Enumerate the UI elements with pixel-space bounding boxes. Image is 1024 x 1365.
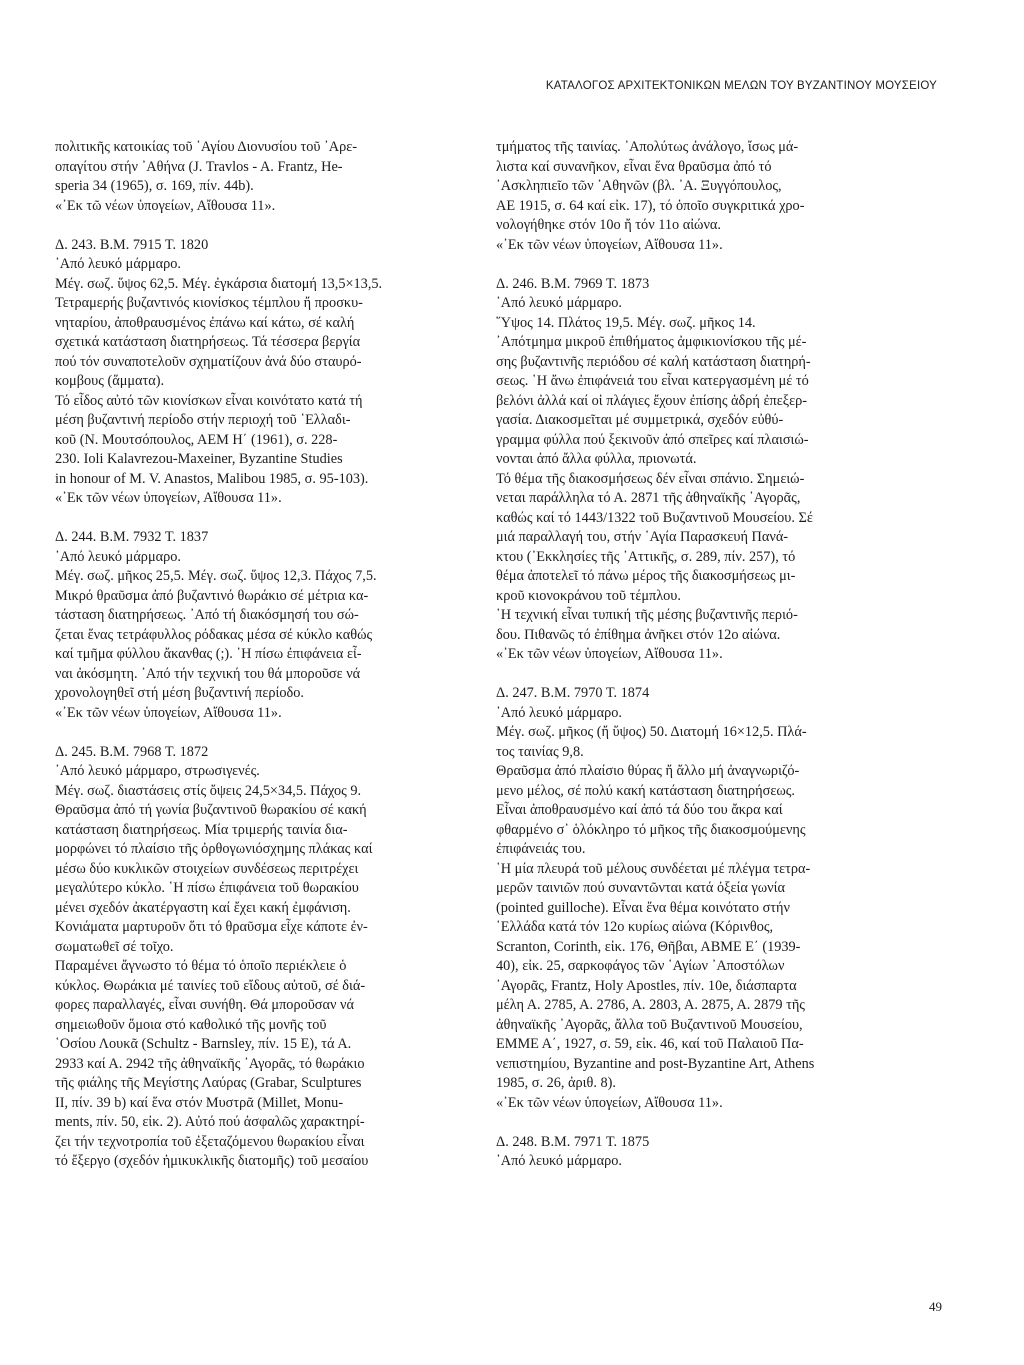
text-line: ἀθηναϊκῆς ᾿Αγορᾶς, ἄλλα τοῦ Βυζαντινοῦ Μουσείου, [496,1016,803,1033]
text-line: τμήματος τῆς ταινίας. ᾿Απολύτως ἀνάλογο, ἴσως μά- [496,139,799,155]
text-line: Scranton, Corinth, εἰκ. 176, Θῆβαι, ΑΒΜΕ Ε΄ (1939- [496,938,801,955]
text-line: Δ. 244. Β.Μ. 7932 Τ. 1837 [55,529,209,545]
text-line: κατάσταση διατηρήσεως. Μία τριμερής ταινία δια- [55,821,348,838]
text-line: Μέγ. σωζ. μῆκος 25,5. Μέγ. σωζ. ὕψος 12,3. Πάχος 7,5. [55,568,377,584]
text-line: «᾿Εκ τῶν νέων ὑπογείων, Αἴθουσα 11». [496,236,723,253]
text-line: μέσω δύο κυκλικῶν στοιχείων συνδέσεως περιτρέχει [55,860,359,877]
text-line: Τό θέμα τῆς διακοσμήσεως δέν εἶναι σπάνιο. Σημειώ- [496,470,805,487]
paragraph-gap [496,1113,928,1133]
text-line: 2933 καί Α. 2942 τῆς ἀθηναϊκῆς ᾿Αγορᾶς, τό θωράκιο [55,1055,365,1072]
text-line: σης βυζαντινῆς περιόδου σέ καλή κατάσταση διατηρή- [496,353,811,370]
text-line: γασία. Διακοσμεῖται μέ συμμετρικά, σχεδόν εὐθύ- [496,412,784,428]
text-line: speria 34 (1965), σ. 169, πίν. 44b). [55,178,254,194]
text-line: ᾿Από λευκό μάρμαρο. [496,295,622,311]
text-line: λιστα καί συνανῆκον, εἶναι ἕνα θραῦσμα ἀπό τό [496,158,772,175]
text-line: δου. Πιθανῶς τό ἐπίθημα ἀνῆκει στόν 12ο αἰώνα. [496,626,781,643]
text-line: καί τμῆμα φύλλου ἄκανθας (;). ῾Η πίσω ἐπιφάνεια εἶ- [55,646,362,662]
text-line: ῾Ελλάδα κατά τόν 12ο κυρίως αἰώνα (Κόρινθος, [496,919,774,935]
text-line: χρονολογηθεῖ στή μέση βυζαντινή περίοδο. [55,685,304,701]
text-line: μεγαλύτερο κύκλο. ῾Η πίσω ἐπιφάνεια τοῦ θωρακίου [55,880,359,896]
text-line: Κονιάματα μαρτυροῦν ὅτι τό θραῦσμα εἶχε κάποτε ἐν- [55,919,368,935]
text-line: μένει σχεδόν ἀκατέργαστη καί ἔχει κακή ἐμφάνιση. [55,899,351,916]
text-line: «᾿Εκ τῶν νέων ὑπογείων, Αἴθουσα 11». [55,704,282,721]
text-line: Δ. 246. Β.Μ. 7969 Τ. 1873 [496,275,650,292]
text-line: μέλη Α. 2785, Α. 2786, Α. 2803, Α. 2875, Α. 2879 τῆς [496,997,805,1013]
text-line: ῞Υψος 14. Πλάτος 19,5. Μέγ. σωζ. μῆκος 14. [496,314,756,331]
text-line: γραμμα φύλλα πού ξεκινοῦν ἀπό σπεῖρες καί πλαισιώ- [496,431,809,448]
text-line: θέμα ἀποτελεῖ τό πάνω μέρος τῆς διακοσμήσεως μι- [496,568,796,584]
text-line: σεως. ῾Η ἄνω ἐπιφάνειά του εἶναι κατεργασμένη μέ τό [496,373,809,389]
text-line: (pointed guilloche). Εἶναι ἕνα θέμα κοινότατο στήν [496,899,790,916]
paragraph-gap [496,665,928,685]
text-line: σωματωθεῖ σέ τοῖχο. [55,938,174,955]
text-line: Τό εἶδος αὐτό τῶν κιονίσκων εἶναι κοινότατο κατά τή [55,392,363,409]
text-line: Τετραμερής βυζαντινός κιονίσκος τέμπλου ἤ προσκυ- [55,295,363,311]
text-line: οπαγίτου στήν ᾿Αθήνα (J. Travlos - A. Frantz, He- [55,158,343,175]
text-line: Μέγ. σωζ. μῆκος (ἤ ὕψος) 50. Διατομή 16×12,5. Πλά- [496,724,807,740]
text-line: νολογήθηκε στόν 10ο ἤ τόν 11ο αἰώνα. [496,217,722,233]
text-line: in honour of M. V. Anastos, Malibou 1985, σ. 95-103). [55,470,369,487]
text-line: τῆς φιάλης τῆς Μεγίστης Λαύρας (Grabar, Sculptures [55,1075,362,1091]
text-line: σημειωθοῦν ὅμοια στό καθολικό τῆς μονῆς τοῦ [55,1016,327,1033]
paragraph-gap [55,723,487,743]
text-line: σχετικά κατάσταση διατηρήσεως. Τά τέσσερα βεργία [55,334,361,350]
text-line: τος ταινίας 9,8. [496,743,584,760]
text-line: μορφώνει τό πλαίσιο τῆς ὀρθογωνιόσχημης πλάκας καί [55,841,373,857]
text-line: ᾿Απότμημα μικροῦ ἐπιθήματος ἀμφικιονίσκου τῆς μέ- [496,334,807,350]
text-line: Δ. 245. Β.Μ. 7968 Τ. 1872 [55,743,209,760]
text-line: νεπιστημίου, Byzantine and post-Byzantine Art, Athens [496,1055,815,1072]
paragraph-gap [55,216,487,236]
text-line: κτου (᾿Εκκλησίες τῆς ᾿Αττικῆς, σ. 289, πίν. 257), τό [496,548,796,565]
text-line: Δ. 247. Β.Μ. 7970 Τ. 1874 [496,685,650,701]
text-line: βελόνι ἀλλά καί οἱ πλάγιες ἔχουν ἐπίσης ἁδρή ἐπεξερ- [496,392,807,409]
text-line: μιά παραλλαγή του, στήν ῾Αγία Παρασκευή Πανά- [496,529,789,545]
text-line: ἐπιφάνειάς του. [496,841,586,857]
text-line: ᾿Αγορᾶς, Frantz, Holy Apostles, πίν. 10e, διάσπαρτα [496,977,797,994]
text-line: 1985, σ. 26, ἀριθ. 8). [496,1075,616,1091]
text-line: νονται ἀπό ἄλλα φύλλα, πριονωτά. [496,451,697,467]
text-line: Εἶναι ἀποθραυσμένο καί ἀπό τά δύο του ἄκρα καί [496,802,783,818]
text-line: κοῦ (Ν. Μουτσόπουλος, ΑΕΜ Η΄ (1961), σ. 228- [55,431,338,448]
text-line: ᾿Από λευκό μάρμαρο. [55,548,181,565]
text-line: πού τόν συναποτελοῦν σχηματίζουν ἀνά δύο σταυρό- [55,353,362,370]
text-line: ΕΜΜΕ Α΄, 1927, σ. 59, εἰκ. 46, καί τοῦ Παλαιοῦ Πα- [496,1036,804,1052]
text-line: ῾Η τεχνική εἶναι τυπική τῆς μέσης βυζαντινῆς περιό- [496,607,798,623]
text-line: Θραῦσμα ἀπό τή γωνία βυζαντινοῦ θωρακίου σέ κακή [55,802,367,818]
text-line: φορες παραλλαγές, εἶναι συνήθη. Θά μποροῦσαν νά [55,997,354,1013]
text-line: ζεται ἕνας τετράφυλλος ρόδακας μέσα σέ κύκλο καθώς [55,626,373,643]
text-line: Μικρό θραῦσμα ἀπό βυζαντινό θωράκιο σέ μέτρια κα- [55,587,369,604]
text-line: πολιτικῆς κατοικίας τοῦ ῾Αγίου Διονυσίου τοῦ ᾿Αρε- [55,139,358,155]
text-line: τάσταση διατηρήσεως. ᾿Από τή διακόσμησή του σώ- [55,607,359,623]
text-line: ῾Οσίου Λουκᾶ (Schultz - Barnsley, πίν. 15 E), τά Α. [55,1036,352,1052]
text-line: ῾Η μία πλευρά τοῦ μέλους συνδέεται μέ πλέγμα τετρα- [496,860,811,877]
text-line: Μέγ. σωζ. ὕψος 62,5. Μέγ. ἐγκάρσια διατομή 13,5×13,5. [55,275,383,292]
text-line: κροῦ κιονοκράνου τοῦ τέμπλου. [496,587,681,604]
text-line: ᾿Από λευκό μάρμαρο, στρωσιγενές. [55,763,260,779]
text-line: ᾿Από λευκό μάρμαρο. [496,1153,622,1169]
text-line: II, πίν. 39 b) καί ἕνα στόν Μυστρᾶ (Millet, Monu- [55,1094,344,1111]
paragraph-gap [55,509,487,529]
text-line: ζει τήν τεχνοτροπία τοῦ ἐξεταζόμενου θωρακίου εἶναι [55,1133,365,1150]
running-head: ΚΑΤΑΛΟΓΟΣ ΑΡΧΙΤΕΚΤΟΝΙΚΩΝ ΜΕΛΩΝ ΤΟΥ ΒΥΖΑΝΤΙΝΟΥ ΜΟΥΣΕΙΟΥ [545,80,937,92]
text-line: «᾿Εκ τῶν νέων ὑπογείων, Αἴθουσα 11». [55,490,282,506]
text-line: Παραμένει ἄγνωστο τό θέμα τό ὁποῖο περιέκλειε ὁ [55,958,347,974]
text-line: 40), εἰκ. 25, σαρκοφάγος τῶν ῾Αγίων ᾿Αποστόλων [496,958,785,974]
left-column [55,138,487,1172]
text-line: νεται παράλληλα τό Α. 2871 τῆς ἀθηναϊκῆς ᾿Αγορᾶς, [496,490,801,506]
text-line: «᾿Εκ τῶν νέων ὑπογείων, Αἴθουσα 11». [496,646,723,662]
right-column [496,138,928,1172]
paragraph-gap [496,255,928,275]
text-line: ᾿Από λευκό μάρμαρο. [496,704,622,721]
text-line: μέση βυζαντινή περίοδο στήν περιοχή τοῦ ῾Ελλαδι- [55,412,351,428]
text-line: Θραῦσμα ἀπό πλαίσιο θύρας ἤ ἄλλο μή ἀναγνωριζό- [496,763,800,779]
page-number: 49 [929,1299,942,1314]
text-line: φθαρμένο σ᾿ ὁλόκληρο τό μῆκος τῆς διακοσμούμενης [496,821,806,838]
text-line: κύκλος. Θωράκια μέ ταινίες τοῦ εἴδους αὐτοῦ, σέ διά- [55,977,366,994]
text-line: ments, πίν. 50, εἰκ. 2). Αὐτό πού ἀσφαλῶς χαρακτηρί- [55,1114,365,1130]
text-line: Δ. 243. Β.Μ. 7915 Τ. 1820 [55,236,209,253]
text-line: «᾿Εκ τῶν νέων ὑπογείων, Αἴθουσα 11». [496,1094,723,1111]
text-line: «᾿Εκ τῶ νέων ὑπογείων, Αἴθουσα 11». [55,197,276,214]
text-line: ναι ἀκόσμητη. ᾿Από τήν τεχνική του θά μποροῦσε νά [55,665,361,682]
text-line: νηταρίου, ἀποθραυσμένος ἐπάνω καί κάτω, σέ καλή [55,314,355,331]
text-line: τό ἔξεργο (σχεδόν ἡμικυκλικῆς διατομῆς) τοῦ μεσαίου [55,1153,369,1169]
text-line: μερῶν ταινιῶν πού συναντῶνται κατά ὀξεία γωνία [496,880,785,896]
text-line: Δ. 248. Β.Μ. 7971 Τ. 1875 [496,1133,650,1150]
text-line: μενο μέλος, σέ πολύ κακή κατάσταση διατηρήσεως. [496,782,795,799]
text-line: Μέγ. σωζ. διαστάσεις στίς ὄψεις 24,5×34,5. Πάχος 9. [55,782,362,799]
text-line: ᾿Από λευκό μάρμαρο. [55,256,181,272]
text-line: ΑΕ 1915, σ. 64 καί εἰκ. 17), τό ὁποῖο συγκριτικά χρο- [496,197,805,214]
text-line: καθώς καί τό 1443/1322 τοῦ Βυζαντινοῦ Μουσείου. Σέ [496,509,813,526]
text-line: ᾿Ασκληπιεῖο τῶν ᾿Αθηνῶν (βλ. ᾿Α. Ξυγγόπουλος, [496,178,782,194]
text-line: 230. Ioli Kalavrezou-Maxeiner, Byzantine Studies [55,451,343,467]
text-line: κομβους (ἅμματα). [55,373,165,389]
